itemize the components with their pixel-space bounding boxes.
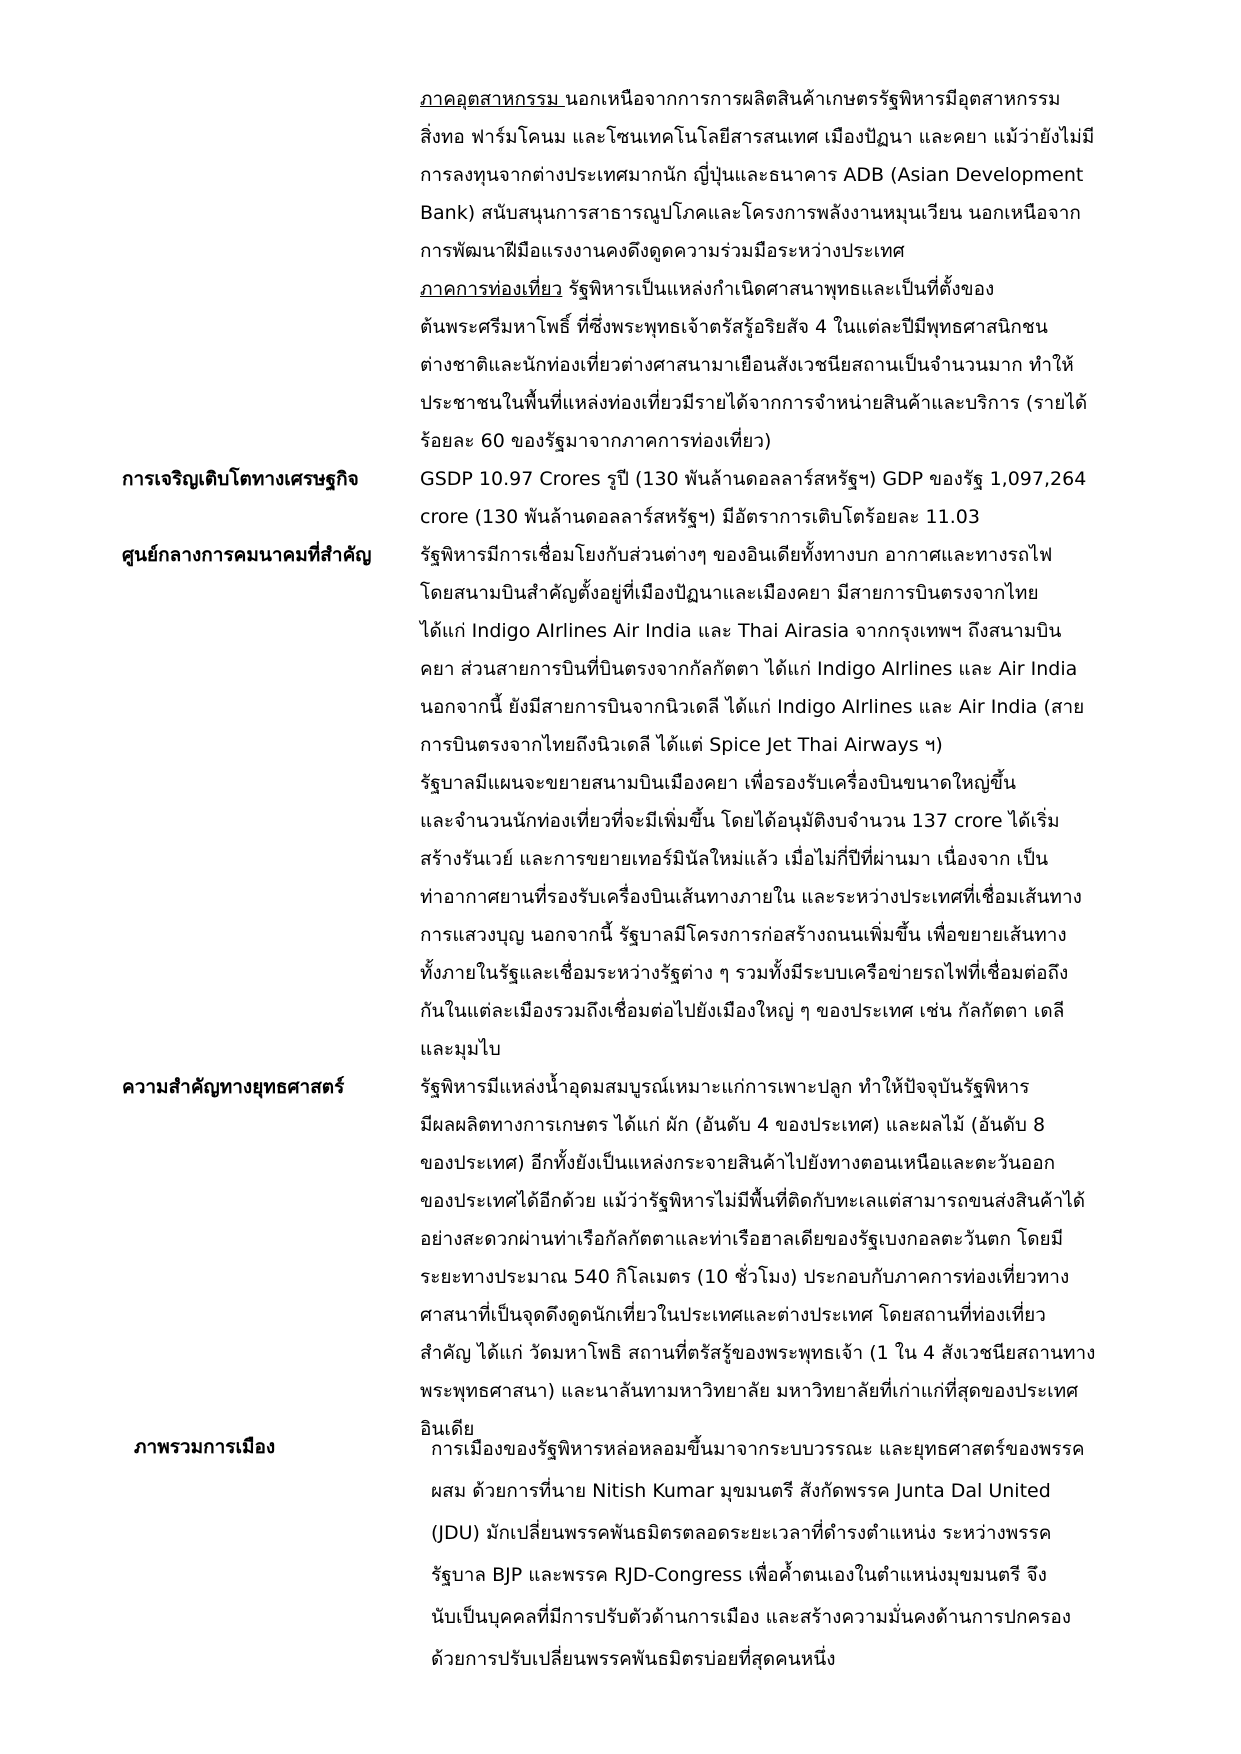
politics-label: ภาพรวมการเมือง (134, 1436, 276, 1458)
industry-line: สิ่งทอ ฟาร์มโคนม และโซนเทคโนโลยีสารสนเทศ เมืองปัฏนา และคยา แม้ว่ายังไม่มี (420, 126, 1095, 148)
transport-line: ได้แก่ Indigo AIrlines Air India และ Thai Airasia จากกรุงเทพฯ ถึงสนามบิน (420, 620, 1062, 642)
tourism-line: ต่างชาติและนักท่องเที่ยวต่างศาสนามาเยือนสังเวชนียสถานเป็นจำนวนมาก ทำให้ (420, 354, 1074, 376)
transport-paragraph (420, 536, 1142, 1068)
strategic-line: พระพุทธศาสนา) และนาลันทามหาวิทยาลัย มหาวิทยาลัยที่เก่าแก่ที่สุดของประเทศ (420, 1380, 1079, 1402)
strategic-line: มีผลผลิตทางการเกษตร ได้แก่ ผัก (อันดับ 4 ของประเทศ) และผลไม้ (อันดับ 8 (420, 1114, 1046, 1136)
industry-paragraph (420, 80, 1142, 270)
transport-line: ทั้งภายในรัฐและเชื่อมระหว่างรัฐต่าง ๆ รวมทั้งมีระบบเครือข่ายรถไฟที่เชื่อมต่อถึง (420, 962, 1069, 984)
transport-line: คยา ส่วนสายการบินที่บินตรงจากกัลกัตตา ได้แก่ Indigo AIrlines และ Air India (420, 658, 1078, 680)
strategic-line: รัฐพิหารมีแหล่งน้ำอุดมสมบูรณ์เหมาะแก่การเพาะปลูก ทำให้ปัจจุบันรัฐพิหาร (420, 1076, 1030, 1098)
politics-paragraph (431, 1428, 1143, 1680)
transport-line: นอกจากนี้ ยังมีสายการบินจากนิวเดลี ได้แก่ Indigo AIrlines และ Air India (สาย (420, 696, 1085, 718)
transport-line: รัฐพิหารมีการเชื่อมโยงกับส่วนต่างๆ ของอินเดียทั้งทางบก อากาศและทางรถไฟ (420, 544, 1053, 566)
politics-line: รัฐบาล BJP และพรรค RJD-Congress เพื่อค้ำตนเองในตำแหน่งมุขมนตรี จึง (431, 1564, 1047, 1586)
tourism-line: ภาคการท่องเที่ยว รัฐพิหารเป็นแหล่งกำเนิดศาสนาพุทธและเป็นที่ตั้งของ (420, 278, 995, 300)
strategic-line: อย่างสะดวกผ่านท่าเรือกัลกัตตาและท่าเรือฮาลเดียของรัฐเบงกอลตะวันตก โดยมี (420, 1228, 1064, 1250)
politics-line: ด้วยการปรับเปลี่ยนพรรคพันธมิตรบ่อยที่สุดคนหนึ่ง (431, 1648, 836, 1670)
strategic-line: อินเดีย (420, 1418, 475, 1440)
industry-heading: ภาคอุตสาหกรรม (420, 88, 565, 110)
politics-line: ผสม ด้วยการที่นาย Nitish Kumar มุขมนตรี สังกัดพรรค Junta Dal United (431, 1480, 1051, 1502)
tourism-heading: ภาคการท่องเที่ยว (420, 278, 563, 300)
strategic-paragraph (420, 1068, 1142, 1448)
industry-line: การลงทุนจากต่างประเทศมากนัก ญี่ปุ่นและธนาคาร ADB (Asian Development (420, 164, 1084, 186)
transport-line: และมุมไบ (420, 1038, 501, 1060)
strategic-line: ระยะทางประมาณ 540 กิโลเมตร (10 ชั่วโมง) ประกอบกับภาคการท่องเที่ยวทาง (420, 1266, 1070, 1288)
transport-line: ท่าอากาศยานที่รองรับเครื่องบินเส้นทางภายใน และระหว่างประเทศที่เชื่อมเส้นทาง (420, 886, 1082, 908)
transport-line: กันในแต่ละเมืองรวมถึงเชื่อมต่อไปยังเมืองใหญ่ ๆ ของประเทศ เช่น กัลกัตตา เดลี (420, 1000, 1065, 1022)
tourism-paragraph (420, 270, 1142, 460)
transport-line: รัฐบาลมีแผนจะขยายสนามบินเมืองคยา เพื่อรองรับเครื่องบินขนาดใหญ่ขึ้น (420, 772, 1016, 794)
transport-line: การบินตรงจากไทยถึงนิวเดลี ได้แต่ Spice Jet Thai Airways ฯ) (420, 734, 943, 756)
tourism-line: ร้อยละ 60 ของรัฐมาจากภาคการท่องเที่ยว) (420, 430, 772, 452)
strategic-label: ความสำคัญทางยุทธศาสตร์ (122, 1076, 345, 1098)
transport-line: โดยสนามบินสำคัญตั้งอยู่ที่เมืองปัฏนาและเมืองคยา มีสายการบินตรงจากไทย (420, 582, 1039, 604)
politics-line: การเมืองของรัฐพิหารหล่อหลอมขึ้นมาจากระบบวรรณะ และยุทธศาสตร์ของพรรค (431, 1438, 1085, 1460)
strategic-line: ของประเทศได้อีกด้วย แม้ว่ารัฐพิหารไม่มีพื้นที่ติดกับทะเลแต่สามารถขนส่งสินค้าได้ (420, 1190, 1086, 1212)
transport-line: และจำนวนนักท่องเที่ยวที่จะมีเพิ่มขึ้น โดยได้อนุมัติงบจำนวน 137 crore ได้เริ่ม (420, 810, 1060, 832)
tourism-line: ประชาชนในพื้นที่แหล่งท่องเที่ยวมีรายได้จากการจำหน่ายสินค้าและบริการ (รายได้ (420, 392, 1088, 414)
growth-label: การเจริญเติบโตทางเศรษฐกิจ (122, 468, 359, 490)
strategic-line: ของประเทศ) อีกทั้งยังเป็นแหล่งกระจายสินค้าไปยังทางตอนเหนือและตะวันออก (420, 1152, 1056, 1174)
growth-paragraph (420, 460, 1142, 536)
strategic-line: ศาสนาที่เป็นจุดดึงดูดนักเที่ยวในประเทศและต่างประเทศ โดยสถานที่ท่องเที่ยว (420, 1304, 1046, 1326)
tourism-line: ต้นพระศรีมหาโพธิ์ ที่ซึ่งพระพุทธเจ้าตรัสรู้อริยสัจ 4 ในแต่ละปีมีพุทธศาสนิกชน (420, 316, 1048, 338)
transport-line: สร้างรันเวย์ และการขยายเทอร์มินัลใหม่แล้ว เมื่อไม่กี่ปีที่ผ่านมา เนื่องจาก เป็น (420, 848, 1049, 870)
strategic-line: สำคัญ ได้แก่ วัดมหาโพธิ สถานที่ตรัสรู้ของพระพุทธเจ้า (1 ใน 4 สังเวชนียสถานทาง (420, 1342, 1096, 1364)
industry-line: ภาคอุตสาหกรรม นอกเหนือจากการการผลิตสินค้าเกษตรรัฐพิหารมีอุตสาหกรรม (420, 88, 1061, 110)
politics-line: นับเป็นบุคคลที่มีการปรับตัวด้านการเมือง และสร้างความมั่นคงด้านการปกครอง (431, 1606, 1072, 1628)
growth-line: GSDP 10.97 Crores รูปี (130 พันล้านดอลลาร์สหรัฐฯ) GDP ของรัฐ 1,097,264 (420, 468, 1087, 490)
industry-line: การพัฒนาฝีมือแรงงานคงดึงดูดความร่วมมือระหว่างประเทศ (420, 240, 905, 262)
industry-line: Bank) สนับสนุนการสาธารณูปโภคและโครงการพลังงานหมุนเวียน นอกเหนือจาก (420, 202, 1081, 224)
growth-line: crore (130 พันล้านดอลลาร์สหรัฐฯ) มีอัตราการเติบโตร้อยละ 11.03 (420, 506, 980, 528)
transport-label: ศูนย์กลางการคมนาคมที่สำคัญ (122, 544, 372, 566)
politics-line: (JDU) มักเปลี่ยนพรรคพันธมิตรตลอดระยะเวลาที่ดำรงตำแหน่ง ระหว่างพรรค (431, 1522, 1052, 1544)
transport-line: การแสวงบุญ นอกจากนี้ รัฐบาลมีโครงการก่อสร้างถนนเพิ่มขึ้น เพื่อขยายเส้นทาง (420, 924, 1067, 946)
